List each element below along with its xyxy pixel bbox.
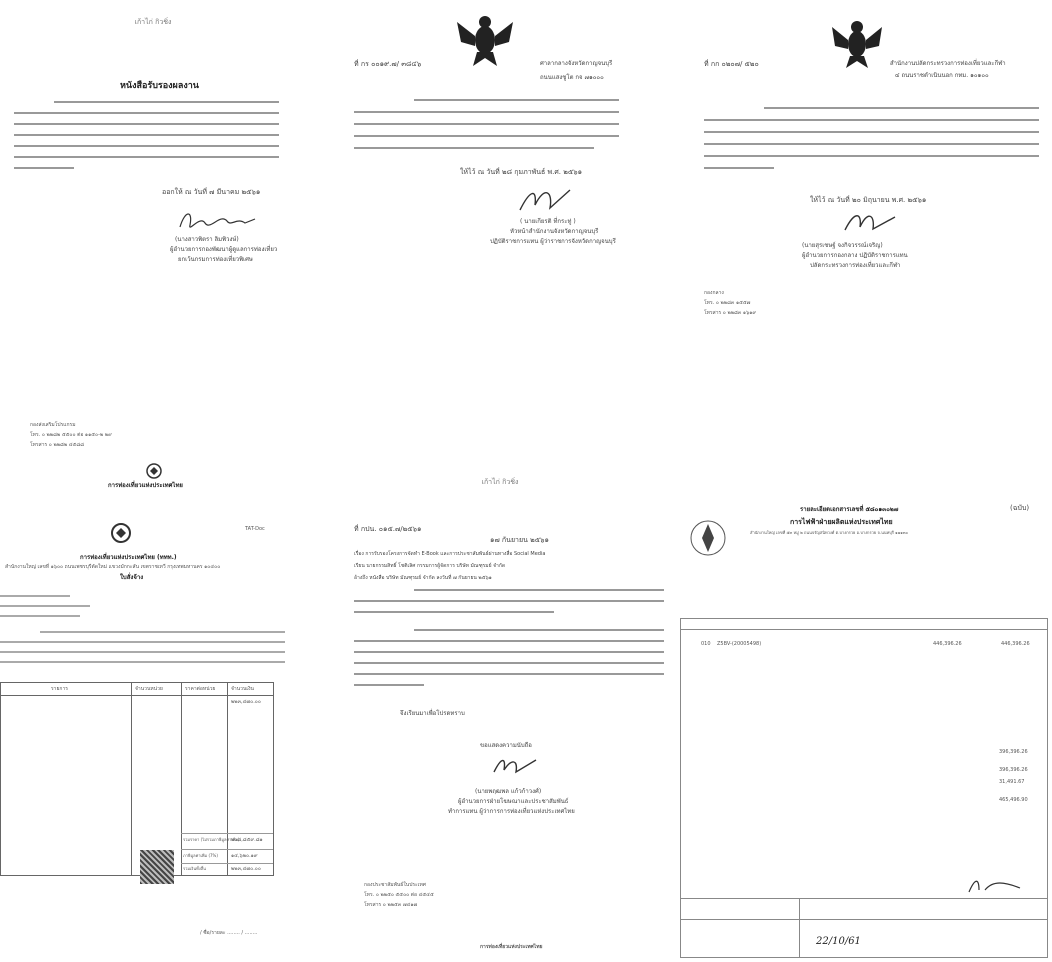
issue-date: ออกให้ ณ วันที่ ๗ มีนาคม ๒๕๖๑ [162, 188, 261, 196]
subject: เรื่อง การรับรองโครงการจัดทำ E-Book และการประชาสัมพันธ์ผ่านทางสื่อ Social Media [354, 551, 546, 557]
garuda-emblem-icon [830, 18, 885, 68]
total-value: ๑๔,๖๒๐.๑๙ [231, 853, 258, 859]
ref-number: ที่ กร ๐๐๑๙.๗/ ๓๘๔๖ [354, 60, 422, 68]
order-details [0, 592, 290, 672]
doc-certificate-5 [340, 470, 680, 962]
copy-label: (ฉบับ) [1010, 504, 1030, 512]
signature [490, 752, 540, 782]
summary-value: 465,496.90 [999, 797, 1028, 803]
footer-dept: กองส่งเสริมโปรแกรม [30, 422, 76, 428]
item-code: Z5BV-(20005498) [717, 641, 762, 647]
signer-title: ผู้อำนวยการฝ่ายโฆษณาและประชาสัมพันธ์ [458, 798, 569, 805]
org-name: ศาลากลางจังหวัดกาญจนบุรี [540, 60, 613, 67]
signer-name: (นายพฤฒพล แก้วก้าวงศ์) [475, 788, 542, 795]
signer-title: หัวหน้าสำนักงานจังหวัดกาญจนบุรี [510, 228, 599, 235]
total-label: ภาษีมูลค่าเพิ่ม (7%) [183, 853, 218, 858]
recipient: เรียน นายกรรมสิทธิ์ โชติเลิศ กรรมการผู้จัดการ บริษัท มัณฑุรมย์ จำกัด [354, 563, 506, 569]
org-address: ๔ ถนนราชดำเนินนอก กทม. ๑๐๑๐๐ [895, 72, 989, 79]
doc-certificate-2 [340, 0, 640, 300]
signer-name: (นายสุรเชษฐ์ จงกิจวรรณ์เจริญ) [802, 242, 883, 249]
item-amount: 446,396.26 [933, 641, 962, 647]
signer-name: (นางสาวพิตรา ลิมพิวงษ์) [175, 236, 239, 243]
ref-number: ที่ กปน. ๐๑๕.๗/๒๕๖๑ [354, 525, 422, 533]
total-label: รวมเงินทั้งสิ้น [183, 866, 206, 871]
signature [515, 180, 575, 220]
total-value: ๒๐๘,๘๕๙.๘๑ [231, 837, 263, 843]
footer-box [680, 898, 1048, 958]
footer-phone: โทร. ๐ ๒๒๘๓ ๑๕๕๗ [704, 300, 751, 306]
item-total: 446,396.26 [1001, 641, 1030, 647]
signer-title: ผู้อำนวยการกองกลาง ปฏิบัติราชการแทน [802, 252, 908, 259]
signature [175, 205, 260, 235]
col-header: จำนวนเงิน [231, 686, 254, 692]
body-paragraph [704, 104, 1044, 174]
reference: อ้างถึง หนังสือ บริษัท มัณฑุรมย์ จำกัด ลงวันที่ ๗ กันยายน ๒๕๖๑ [354, 575, 492, 581]
org-name: การไฟฟ้าฝ่ายผลิตแห่งประเทศไทย [790, 518, 893, 526]
footer-fax: โทรสาร ๐ ๒๒๘๒ ๔๕๘๘ [30, 442, 85, 448]
signature [965, 870, 1025, 900]
footer-phone: โทร. ๐ ๒๒๕๐ ๕๕๐๐ ต่อ ๔๕๔๕ [364, 892, 434, 898]
address: สำนักงานใหญ่ เลขที่ ๕๓ หมู่ ๒ ถนนจรัญสนิทวงศ์ ต.บางกรวย อ.บางกรวย จ.นนทบุรี ๑๑๑๓๐ [750, 530, 908, 535]
bottom-org: การท่องเที่ยวแห่งประเทศไทย [480, 944, 543, 950]
footer-dept: กองกลาง [704, 290, 724, 296]
stamp-icon [140, 850, 174, 884]
doc-certificate-3 [690, 0, 1052, 340]
doc-invoice [680, 480, 1052, 962]
signature [840, 205, 900, 240]
summary-value: 396,396.26 [999, 767, 1028, 773]
issue-date: ให้ไว้ ณ วันที่ ๒๘ กุมภาพันธ์ พ.ศ. ๒๕๖๑ [460, 168, 583, 176]
heading: การท่องเที่ยวแห่งประเทศไทย (ททท.) [80, 554, 177, 561]
org-name: การท่องเที่ยวแห่งประเทศไทย [108, 482, 183, 489]
signer-title: ปฏิบัติราชการแทน ผู้ว่าราชการจังหวัดกาญจนบุรี [490, 238, 616, 245]
issue-date: ๑๗ กันยายน ๒๕๖๑ [490, 536, 549, 544]
body-paragraph [14, 98, 284, 178]
address: สำนักงานใหญ่ เลขที่ ๑๖๐๐ ถนนเพชรบุรีตัดใหม่ แขวงมักกะสัน เขตราชเทวี กรุงเทพมหานคร ๑๐๔๐๐ [5, 564, 221, 570]
logo-text: เก้าไก่ กิวชิ่ง [481, 478, 519, 486]
summary-value: 396,396.26 [999, 749, 1028, 755]
handwritten-date: 22/10/61 [816, 936, 861, 947]
doc-purchase-order [0, 460, 300, 962]
doc-tag: TAT-Doc [245, 526, 265, 532]
org-address: ถนนแสงชูโต กจ ๗๑๐๐๐ [540, 74, 604, 81]
footer-dept: กองประชาสัมพันธ์ในประเทศ [364, 882, 426, 888]
issue-date: ให้ไว้ ณ วันที่ ๒๐ มิถุนายน พ.ศ. ๒๕๖๑ [810, 196, 927, 204]
order-table [0, 682, 274, 876]
footer-fax: โทรสาร ๐ ๒๒๘๓ ๑๖๑๙ [704, 310, 757, 316]
logo-text: เก้าไก่ กิวชิ่ง [134, 18, 172, 26]
item-no: 010 [701, 641, 711, 647]
doc-title: หนังสือรับรองผลงาน [120, 81, 199, 91]
garuda-emblem-icon [455, 12, 515, 67]
col-header: ราคาต่อหน่วย [185, 686, 216, 692]
sign-line: / ซื่อ/รายละ ........ / ........ [200, 930, 258, 936]
doc-title: รายละเอียดเอกสารเลขที่ ๕๘๐๑๓๐๒๗ [800, 506, 899, 513]
table-header [681, 619, 1047, 630]
signer-title: ยกเว้นกรมการท่องเที่ยวพิเศษ [178, 256, 253, 263]
closing: จึงเรียนมาเพื่อโปรดทราบ [400, 710, 465, 717]
signer-title: ปลัดกระทรวงการท่องเที่ยวและกีฬา [810, 262, 901, 269]
ref-number: ที่ กก ๐๒๐๗/ ๕๒๐ [704, 60, 759, 68]
body-paragraph [354, 586, 674, 706]
footer-phone: โทร. ๐ ๒๒๘๒ ๕๕๐๐ ต่อ ๑๑๕๐-๒ ๒๙ [30, 432, 112, 438]
total-label: รวมราคา (ไม่รวมภาษีมูลค่าเพิ่ม) [183, 837, 240, 842]
col-header: จำนวนหน่วย [135, 686, 163, 692]
body-paragraph [354, 96, 624, 156]
tat-logo-icon [110, 522, 132, 544]
signer-title: ทำการแทน ผู้ว่าการการท่องเที่ยวแห่งประเทศไทย [448, 808, 575, 815]
amount-cell: ๒๒๓,๔๗๐.๐๐ [231, 699, 261, 705]
tat-logo-icon [145, 462, 163, 480]
col-header: รายการ [51, 686, 68, 692]
signer-title: ผู้อำนวยการกองพัฒนาผู้ดูแลการท่องเที่ยว [170, 246, 278, 253]
regards: ขอแสดงความนับถือ [480, 742, 532, 749]
doc-certificate-1 [0, 0, 300, 460]
signer-name: ( นายเกียรติ ที่กระทู่ ) [520, 218, 576, 225]
summary-value: 31,491.67 [999, 779, 1025, 785]
total-value: ๒๒๓,๔๗๐.๐๐ [231, 866, 261, 872]
org-name: สำนักงานปลัดกระทรวงการท่องเที่ยวและกีฬา [890, 60, 1006, 67]
egat-logo-icon [688, 518, 728, 558]
subtitle: ใบสั่งจ้าง [120, 574, 144, 581]
footer-fax: โทรสาร ๐ ๒๒๕๓ ๗๔๑๗ [364, 902, 418, 908]
